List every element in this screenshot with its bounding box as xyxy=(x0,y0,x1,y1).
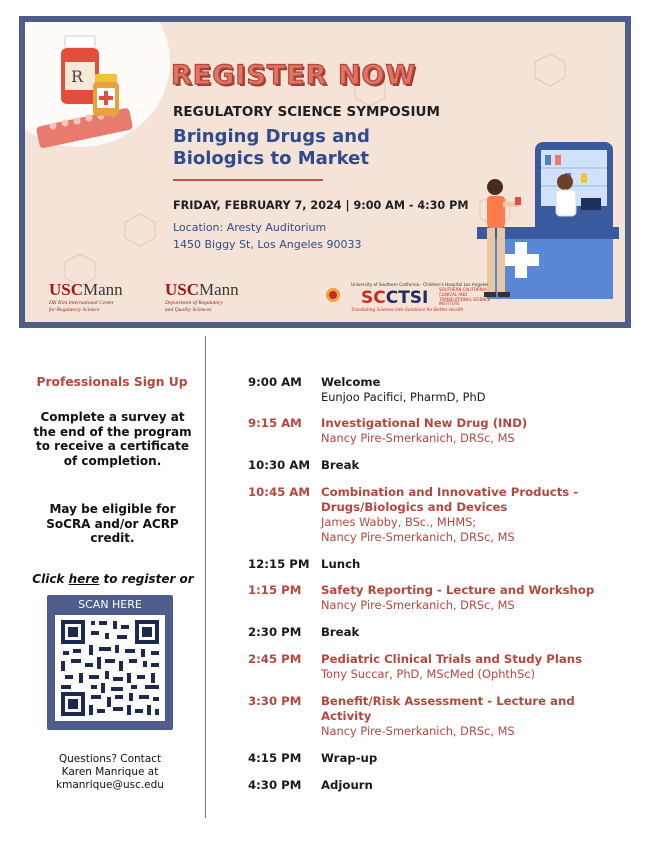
small-bottle-graphic xyxy=(93,74,119,116)
agenda-time: 10:45 AM xyxy=(248,485,310,499)
agenda-speaker: Nancy Pire-Smerkanich, DRSc, MS xyxy=(321,724,515,738)
svg-text:R: R xyxy=(71,67,84,86)
event-name: REGULATORY SCIENCE SYMPOSIUM xyxy=(173,104,440,120)
agenda-title: Welcome xyxy=(321,375,381,389)
agenda-time: 4:30 PM xyxy=(248,778,302,792)
agenda-time: 3:30 PM xyxy=(248,694,302,708)
agenda-time: 9:00 AM xyxy=(248,375,302,389)
register-now-headline: REGISTER NOW xyxy=(171,60,417,91)
qr-code-graphic xyxy=(55,615,165,721)
event-date-time: FRIDAY, FEBRUARY 7, 2024 | 9:00 AM - 4:30 PM xyxy=(173,199,469,212)
agenda-speaker: Nancy Pire-Smerkanich, DRSc, MS xyxy=(321,530,515,544)
agenda-title: Safety Reporting - Lecture and Workshop xyxy=(321,583,595,597)
qr-code[interactable] xyxy=(55,615,165,721)
agenda-time: 2:45 PM xyxy=(248,652,302,666)
agenda-title: Benefit/Risk Assessment - Lecture and Activity xyxy=(321,694,575,723)
scan-here-label: SCAN HERE xyxy=(78,598,142,611)
agenda-speaker: Nancy Pire-Smerkanich, DRSc, MS xyxy=(321,431,515,445)
agenda-speaker: Nancy Pire-Smerkanich, DRSc, MS xyxy=(321,598,515,612)
sc-ctsi-logo: SCCTSI xyxy=(361,288,429,308)
event-banner xyxy=(19,16,631,328)
contact-line-1: Questions? Contact xyxy=(58,753,162,765)
usc-mann-dk-kim-logo: USCMann DK Kim International Center for Regulatory Science xyxy=(49,280,123,313)
agenda-time: 1:15 PM xyxy=(248,583,302,597)
agenda-speaker: Eunjoo Pacifici, PharmD, PhD xyxy=(321,390,486,404)
sc-ctsi-mark-graphic xyxy=(326,288,340,302)
agenda-time: 12:15 PM xyxy=(248,557,310,571)
agenda-title: Investigational New Drug (IND) xyxy=(321,416,528,430)
tagline-line-2: Biologics to Market xyxy=(173,148,369,169)
agenda-time: 2:30 PM xyxy=(248,625,302,639)
register-prompt: Click here to register or xyxy=(32,572,194,586)
column-divider xyxy=(205,336,206,818)
tagline-line-1: Bringing Drugs and xyxy=(173,126,370,147)
pharmacy-scene-graphic xyxy=(477,142,619,299)
event-location: Location: Aresty Auditorium xyxy=(173,221,327,234)
title-underline xyxy=(173,179,323,181)
event-address: 1450 Biggy St, Los Angeles 90033 xyxy=(173,238,362,251)
agenda-title: Pediatric Clinical Trials and Study Plans xyxy=(321,652,583,666)
survey-note: Complete a survey at the end of the program to receive a certificate of completion. xyxy=(33,410,192,468)
agenda-title: Lunch xyxy=(321,557,361,571)
agenda-title: Wrap-up xyxy=(321,751,378,765)
agenda-title: Break xyxy=(321,625,360,639)
agenda-title: Adjourn xyxy=(321,778,373,792)
agenda-time: 10:30 AM xyxy=(248,458,310,472)
sc-ctsi-affiliation: University of Southern California · Children's Hospital Los Angeles xyxy=(351,282,489,287)
sc-ctsi-full-name: SOUTHERN CALIFORNIA CLINICAL AND TRANSLATIONAL SCIENCE INSTITUTE xyxy=(439,287,491,307)
agenda-title: Break xyxy=(321,458,360,472)
qr-card[interactable] xyxy=(47,595,173,730)
contact-line-2: Karen Manrique at xyxy=(61,766,159,778)
professionals-heading: Professionals Sign Up xyxy=(36,375,188,389)
agenda-time: 4:15 PM xyxy=(248,751,302,765)
agenda-speaker: James Wabby, BSc., MHMS; xyxy=(321,515,477,529)
usc-mann-dept-logo: USCMann Department of Regulatory and Quality Sciences xyxy=(165,280,239,313)
register-link[interactable]: here xyxy=(68,572,100,586)
agenda-time: 9:15 AM xyxy=(248,416,302,430)
agenda-speaker: Tony Succar, PhD, MScMed (OphthSc) xyxy=(321,667,536,681)
event-tagline xyxy=(173,126,433,170)
sc-ctsi-tagline: Translating Science into Solutions for Better Health xyxy=(351,308,464,313)
credit-note: May be eligible for SoCRA and/or ACRP credit. xyxy=(46,502,179,545)
contact-email[interactable]: kmanrique@usc.edu xyxy=(56,779,164,791)
agenda-title: Combination and Innovative Products - Drugs/Biologics and Devices xyxy=(321,485,579,514)
contact-info xyxy=(30,753,190,792)
